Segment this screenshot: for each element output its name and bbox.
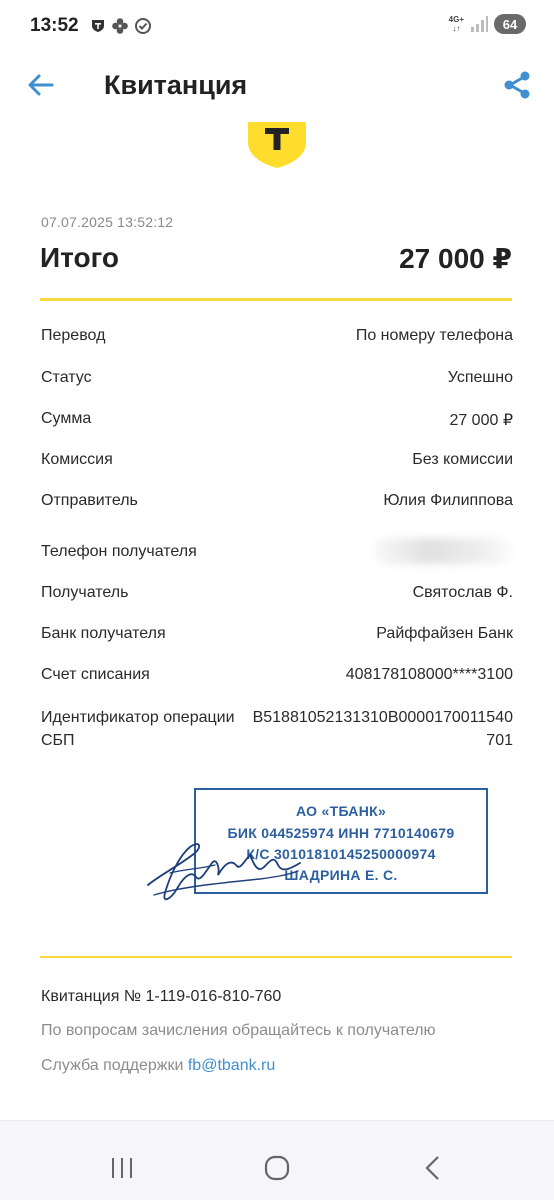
network-type: 4G+	[448, 15, 464, 24]
tbank-logo-icon	[248, 122, 306, 168]
recipient-bank-value: Райффайзен Банк	[376, 625, 513, 642]
network-activity: ↓↑	[452, 24, 461, 33]
signature-icon	[140, 825, 310, 910]
recipient-phone-value-blurred	[373, 538, 513, 564]
sbp-operation-id-label: Идентификатор операции СБП	[41, 709, 235, 749]
amount-value: 27 000 ₽	[449, 412, 513, 429]
receipt-datetime: 07.07.2025 13:52:12	[41, 214, 174, 230]
support-label: Служба поддержки	[41, 1057, 188, 1074]
transfer-label: Перевод	[41, 327, 106, 344]
divider-bottom	[40, 956, 512, 958]
system-navigation-bar	[0, 1120, 554, 1200]
sbp-operation-id-value: B51881052131310B0000170011540701	[252, 709, 513, 749]
share-button[interactable]	[500, 68, 534, 102]
stamp-correspondent-account: К/С 30101810145250000974	[246, 846, 436, 862]
receipt-number: Квитанция № 1-119-016-810-760	[41, 988, 282, 1005]
back-button[interactable]	[24, 68, 58, 102]
commission-label: Комиссия	[41, 451, 113, 468]
status-bar	[0, 0, 554, 52]
transfer-value: По номеру телефона	[355, 327, 513, 344]
commission-value: Без комиссии	[412, 451, 513, 468]
status-label: Статус	[41, 369, 92, 386]
recipient-phone-label: Телефон получателя	[41, 543, 197, 560]
check-circle-icon	[134, 17, 152, 35]
status-value: Успешно	[447, 369, 513, 386]
debit-account-label: Счет списания	[41, 666, 150, 683]
arrow-left-icon	[24, 68, 58, 102]
signal-icon	[470, 16, 488, 32]
clover-icon	[111, 17, 129, 35]
amount-label: Сумма	[41, 410, 92, 427]
total-value: 27 000 ₽	[399, 243, 512, 274]
sender-value: Юлия Филиппова	[383, 492, 513, 509]
stamp-signatory: ШАДРИНА Е. С.	[284, 867, 398, 883]
debit-account-value: 408178108000****3100	[345, 666, 513, 683]
stamp-bank-name: АО «ТБАНК»	[295, 803, 387, 819]
back-nav-button[interactable]	[418, 1153, 448, 1183]
recipient-note: По вопросам зачисления обращайтесь к получателю	[41, 1022, 436, 1039]
share-icon	[500, 68, 534, 102]
home-button[interactable]	[262, 1153, 292, 1183]
support-line	[41, 1057, 275, 1075]
notification-icons	[90, 17, 152, 35]
recipient-bank-label: Банк получателя	[41, 625, 166, 642]
network-indicator	[449, 15, 464, 33]
recent-apps-button[interactable]	[107, 1153, 137, 1183]
battery-indicator: 64	[494, 14, 526, 34]
divider-top	[40, 298, 512, 301]
support-email-link[interactable]: fb@tbank.ru	[187, 1057, 276, 1074]
stamp-bik-inn: БИК 044525974 ИНН 7710140679	[227, 825, 455, 841]
page-title: Квитанция	[104, 70, 248, 100]
sender-label: Отправитель	[41, 492, 138, 509]
system-icons	[449, 14, 526, 34]
recipient-value: Святослав Ф.	[412, 584, 513, 601]
recent-apps-icon	[107, 1153, 137, 1183]
app-header	[0, 60, 554, 112]
tbank-notification-icon	[90, 18, 106, 34]
total-label: Итого	[40, 242, 119, 273]
chevron-left-icon	[418, 1153, 448, 1183]
recipient-label: Получатель	[41, 584, 129, 601]
home-icon	[262, 1153, 292, 1183]
status-time: 13:52	[30, 15, 79, 36]
